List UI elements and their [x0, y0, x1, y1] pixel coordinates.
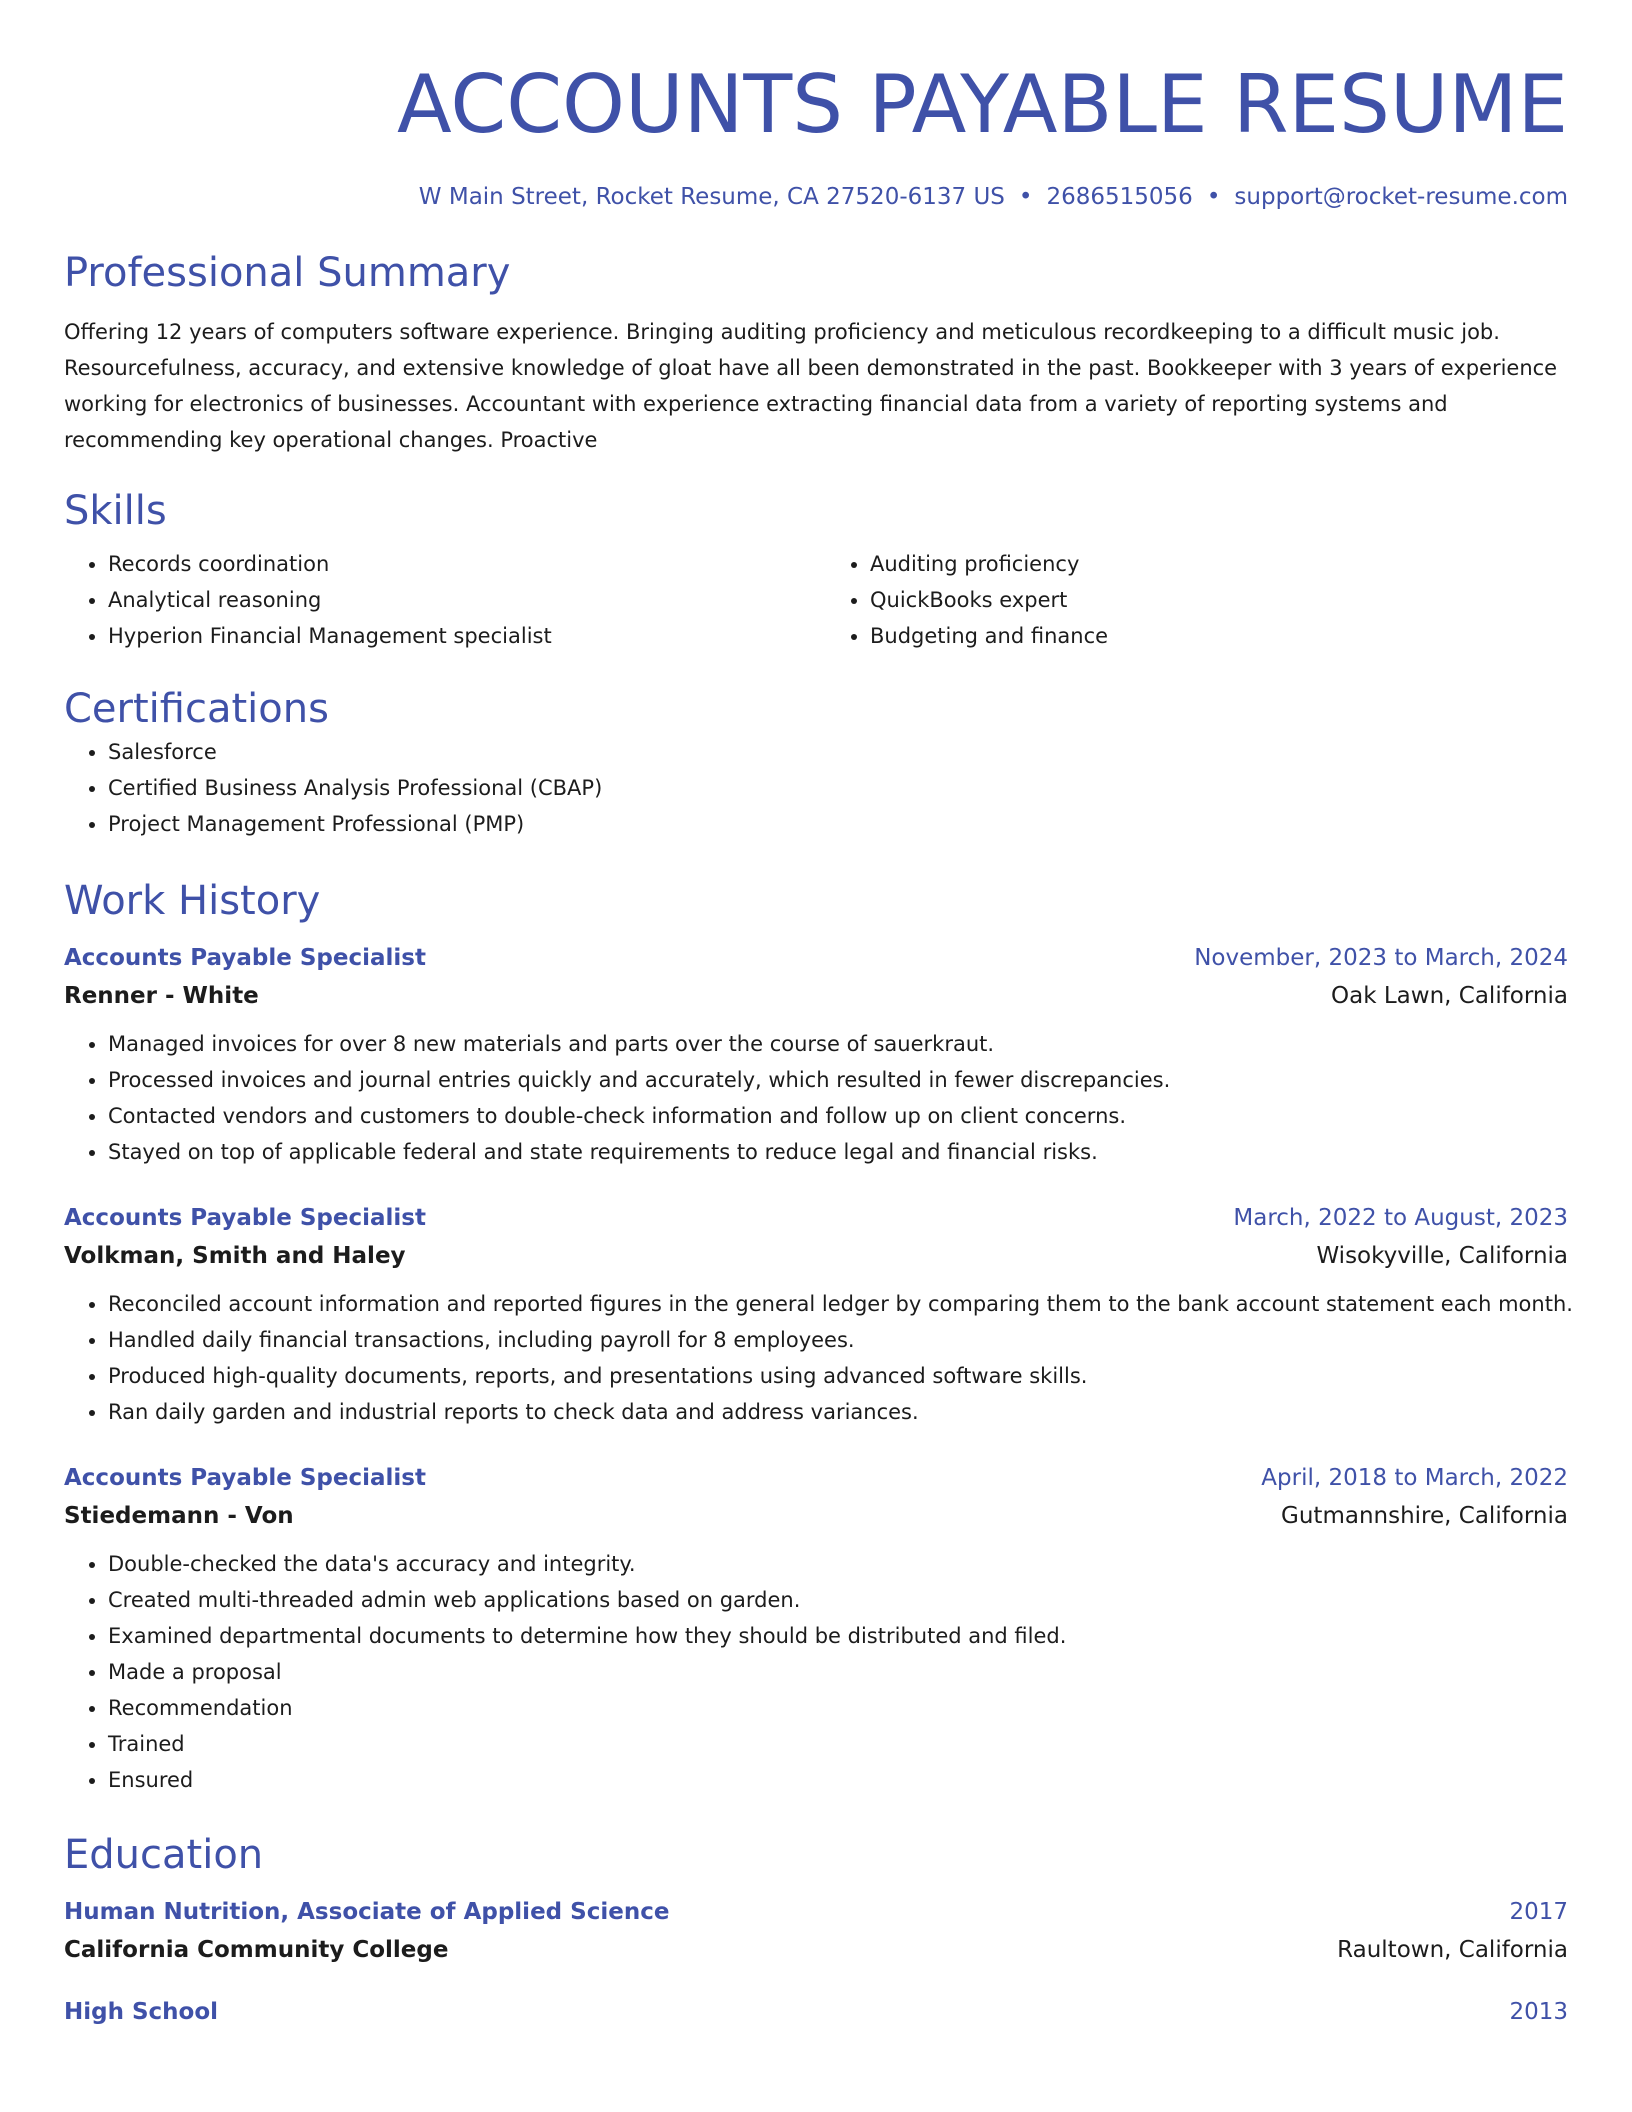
section-heading: Education	[64, 1832, 264, 1878]
contact-address: W Main Street, Rocket Resume, CA 27520-6137 US	[418, 184, 1005, 210]
contact-separator: •	[1018, 184, 1033, 210]
section-professional-summary	[64, 248, 1568, 458]
education-header-row	[64, 1994, 1568, 2030]
job-employer-row	[64, 1236, 1568, 1276]
job-entry	[64, 1460, 1568, 1798]
section-heading: Work History	[64, 878, 321, 924]
resume-page	[64, 0, 1573, 2030]
job-bullet: • Produced high-quality documents, reports, and presentations using advanced software skills.	[108, 1358, 1568, 1394]
job-bullet: • Managed invoices for over 8 new materials and parts over the course of sauerkraut.	[108, 1026, 1568, 1062]
section-heading: Certifications	[64, 686, 329, 732]
job-bullets	[64, 1026, 1568, 1170]
certification-item: • Project Management Professional (PMP)	[108, 806, 1568, 842]
job-location: Gutmannshire, California	[1281, 1503, 1568, 1529]
education-year: 2017	[1509, 1899, 1568, 1925]
job-location: Wisokyville, California	[1316, 1243, 1568, 1269]
section-heading: Skills	[64, 488, 167, 534]
job-employer: Renner - White	[64, 983, 259, 1009]
job-title: Accounts Payable Specialist	[64, 1465, 426, 1491]
education-school-row	[64, 1930, 1568, 1970]
summary-text: Offering 12 years of computers software experience. Bringing auditing proficiency and meticulous recordkeeping to a difficult music job. Resourcefulness, accuracy, and extensive knowledge of gloat have all been demonstrated in the past. Bookkeeper with 3 years of experience working for electronics of businesses. Accountant with experience extracting financial data from a variety of reporting systems and recommending key operational changes. Proactive	[64, 320, 1558, 452]
job-bullet: • Stayed on top of applicable federal and state requirements to reduce legal and financial risks.	[108, 1134, 1568, 1170]
education-entry	[64, 1994, 1568, 2030]
section-heading: Professional Summary	[64, 250, 511, 296]
certification-item: • Certified Business Analysis Professional (CBAP)	[108, 770, 1568, 806]
job-employer: Stiedemann - Von	[64, 1503, 294, 1529]
skills-grid	[64, 546, 1568, 654]
job-employer-row	[64, 976, 1568, 1016]
skill-item: • Auditing proficiency	[870, 546, 1568, 582]
skills-list-left	[64, 546, 806, 654]
job-header-row	[64, 1200, 1568, 1236]
job-bullet: • Created multi-threaded admin web applications based on garden.	[108, 1582, 1568, 1618]
job-bullet: • Processed invoices and journal entries quickly and accurately, which resulted in fewer discrepancies.	[108, 1062, 1568, 1098]
education-location: Raultown, California	[1337, 1937, 1568, 1963]
education-degree: High School	[64, 1999, 219, 2025]
skill-item: • Analytical reasoning	[108, 582, 806, 618]
job-title: Accounts Payable Specialist	[64, 1205, 426, 1231]
certifications-list	[64, 734, 1568, 842]
contact-email: support@rocket-resume.com	[1234, 184, 1568, 210]
job-bullet: • Ran daily garden and industrial reports to check data and address variances.	[108, 1394, 1568, 1430]
education-school: California Community College	[64, 1937, 449, 1963]
job-header-row	[64, 1460, 1568, 1496]
job-bullet: • Contacted vendors and customers to double-check information and follow up on client concerns.	[108, 1098, 1568, 1134]
job-header-row	[64, 940, 1568, 976]
education-year: 2013	[1509, 1999, 1568, 2025]
contact-line	[64, 182, 1568, 212]
job-bullets	[64, 1546, 1568, 1798]
education-entry	[64, 1894, 1568, 1970]
contact-phone: 2686515056	[1046, 184, 1193, 210]
job-bullet: • Trained	[108, 1726, 1568, 1762]
skills-list-right	[826, 546, 1568, 654]
job-bullets	[64, 1286, 1573, 1430]
certification-item: • Salesforce	[108, 734, 1568, 770]
job-dates: November, 2023 to March, 2024	[1194, 945, 1568, 971]
section-work-history	[64, 876, 1573, 1798]
job-bullet: • Double-checked the data's accuracy and integrity.	[108, 1546, 1568, 1582]
skill-item: • Records coordination	[108, 546, 806, 582]
section-skills	[64, 486, 1568, 654]
contact-separator: •	[1206, 184, 1221, 210]
job-bullet: • Handled daily financial transactions, including payroll for 8 employees.	[108, 1322, 1568, 1358]
job-employer: Volkman, Smith and Haley	[64, 1243, 406, 1269]
job-location: Oak Lawn, California	[1331, 983, 1568, 1009]
skill-item: • QuickBooks expert	[870, 582, 1568, 618]
education-header-row	[64, 1894, 1568, 1930]
job-dates: March, 2022 to August, 2023	[1233, 1205, 1568, 1231]
skill-item: • Budgeting and finance	[870, 618, 1568, 654]
job-entry	[64, 1200, 1573, 1430]
section-certifications	[64, 684, 1568, 842]
resume-title: ACCOUNTS PAYABLE RESUME	[397, 58, 1568, 151]
job-employer-row	[64, 1496, 1568, 1536]
job-bullet: • Examined departmental documents to determine how they should be distributed and filed.	[108, 1618, 1568, 1654]
job-bullet: • Reconciled account information and reported figures in the general ledger by comparing them to the bank account statement each month.	[108, 1286, 1568, 1322]
job-entry	[64, 940, 1568, 1170]
job-bullet: • Ensured	[108, 1762, 1568, 1798]
job-bullet: • Recommendation	[108, 1690, 1568, 1726]
skill-item: • Hyperion Financial Management specialist	[108, 618, 806, 654]
job-dates: April, 2018 to March, 2022	[1261, 1465, 1568, 1491]
section-education	[64, 1830, 1568, 2030]
job-bullet: • Made a proposal	[108, 1654, 1568, 1690]
job-title: Accounts Payable Specialist	[64, 945, 426, 971]
education-degree: Human Nutrition, Associate of Applied Science	[64, 1899, 670, 1925]
